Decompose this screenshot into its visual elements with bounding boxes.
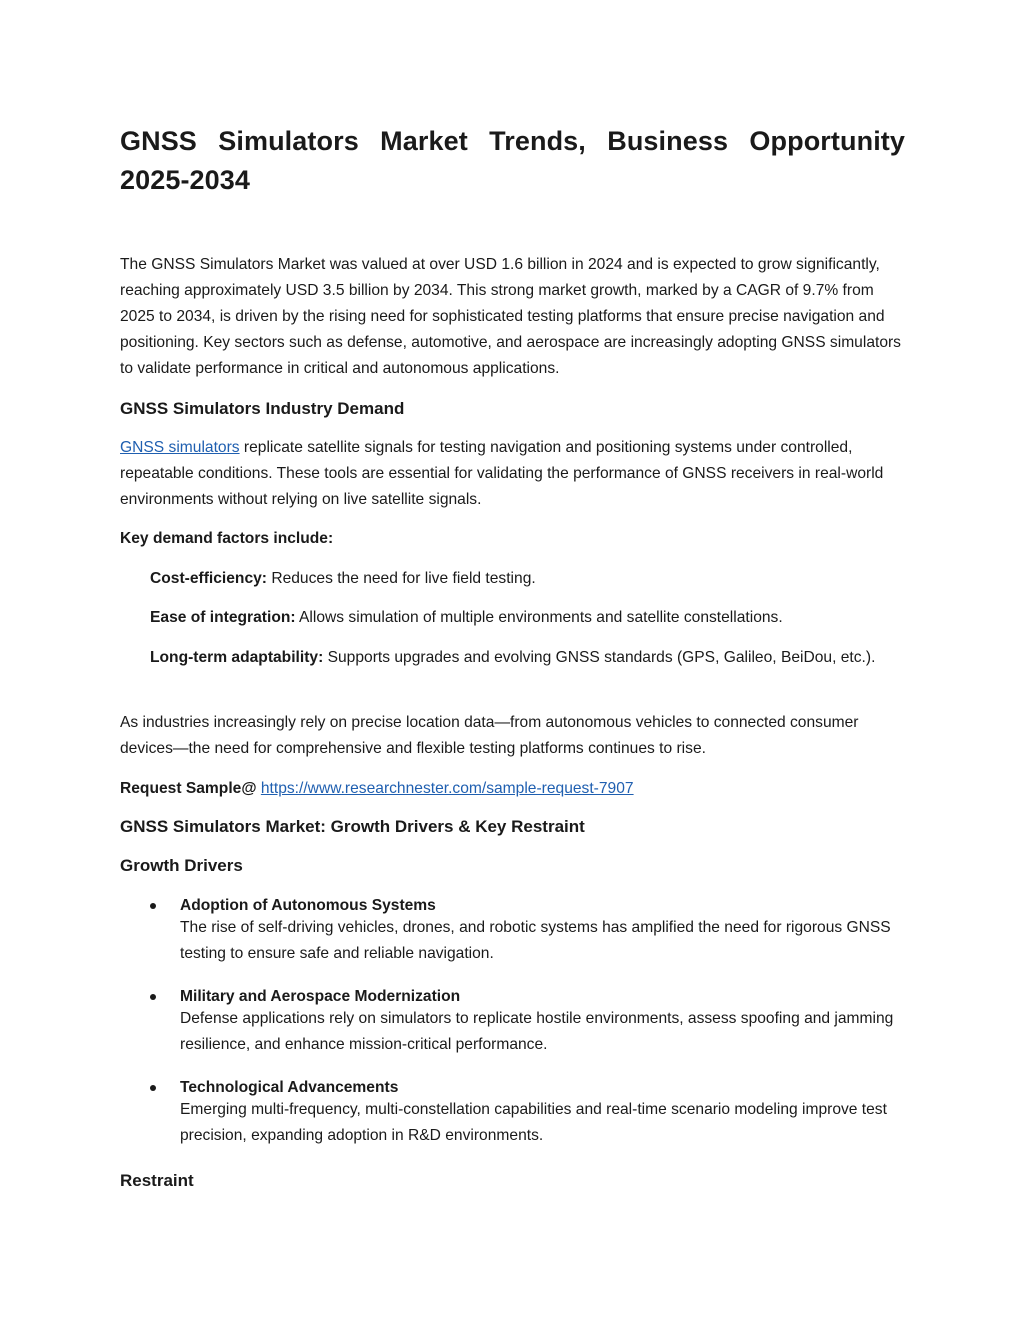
request-sample-label: Request Sample@ xyxy=(120,780,257,797)
factor-ease-of-integration xyxy=(150,605,905,631)
key-factors-label: Key demand factors include: xyxy=(120,530,334,547)
request-sample-link[interactable]: https://www.researchnester.com/sample-request-7907 xyxy=(260,780,634,797)
section-heading-growth-drivers: Growth Drivers xyxy=(120,856,243,875)
bullet-icon xyxy=(150,903,156,909)
closing-paragraph: As industries increasingly rely on precise location data—from autonomous vehicles to connected consumer devices—the need for comprehensive and flexible testing platforms continues to rise. xyxy=(120,714,859,757)
factor-desc: Reduces the need for live field testing. xyxy=(266,570,536,587)
section-heading-restraint: Restraint xyxy=(120,1171,194,1190)
factor-desc: Supports upgrades and evolving GNSS standards (GPS, Galileo, BeiDou, etc.). xyxy=(323,649,876,666)
bullet-icon xyxy=(150,1085,156,1091)
factor-term: Ease of integration: xyxy=(150,609,296,626)
document-page xyxy=(120,0,910,1325)
page-title: GNSS Simulators Market Trends, Business Opportunity 2025-2034 xyxy=(120,126,905,195)
section-heading-growth-drivers-restraint: GNSS Simulators Market: Growth Drivers & Key Restraint xyxy=(120,817,585,836)
intro-paragraph: The GNSS Simulators Market was valued at over USD 1.6 billion in 2024 and is expected to grow significantly, reaching approximately USD 3.5 billion by 2034. This strong market growth, marked by a CAGR of 9.7% from 2025 to 2034, is driven by the rising need for sophisticated testing platforms that ensure precise navigation and positioning. Key sectors such as defense, automotive, and aerospace are increasingly adopting GNSS simulators to validate performance in critical and autonomous applications. xyxy=(120,256,901,377)
list-item-desc: Defense applications rely on simulators to replicate hostile environments, assess spoofing and jamming resilience, and enhance mission-critical performance. xyxy=(180,1010,894,1053)
demand-text: replicate satellite signals for testing navigation and positioning systems under controlled, repeatable conditions. These tools are essential for validating the performance of GNSS receivers in real-world environments without relying on live satellite signals. xyxy=(120,439,884,508)
list-item-desc: Emerging multi-frequency, multi-constellation capabilities and real-time scenario modeling improve test precision, expanding adoption in R&D environments. xyxy=(180,1101,887,1144)
list-item-desc: The rise of self-driving vehicles, drones, and robotic systems has amplified the need for rigorous GNSS testing to ensure safe and reliable navigation. xyxy=(180,919,891,962)
list-item-title: Military and Aerospace Modernization xyxy=(180,988,461,1005)
factor-cost-efficiency xyxy=(150,566,905,592)
factor-long-term-adaptability xyxy=(150,645,905,671)
bullet-icon xyxy=(150,994,156,1000)
demand-paragraph xyxy=(120,435,905,513)
section-heading-industry-demand: GNSS Simulators Industry Demand xyxy=(120,399,405,418)
gnss-simulators-link[interactable]: GNSS simulators xyxy=(120,439,240,456)
factor-term: Long-term adaptability: xyxy=(150,649,324,666)
list-item-title: Adoption of Autonomous Systems xyxy=(180,897,436,914)
list-item-title: Technological Advancements xyxy=(180,1079,399,1096)
factor-term: Cost-efficiency: xyxy=(150,570,267,587)
request-sample-line xyxy=(120,776,634,802)
factor-desc: Allows simulation of multiple environments and satellite constellations. xyxy=(295,609,783,626)
